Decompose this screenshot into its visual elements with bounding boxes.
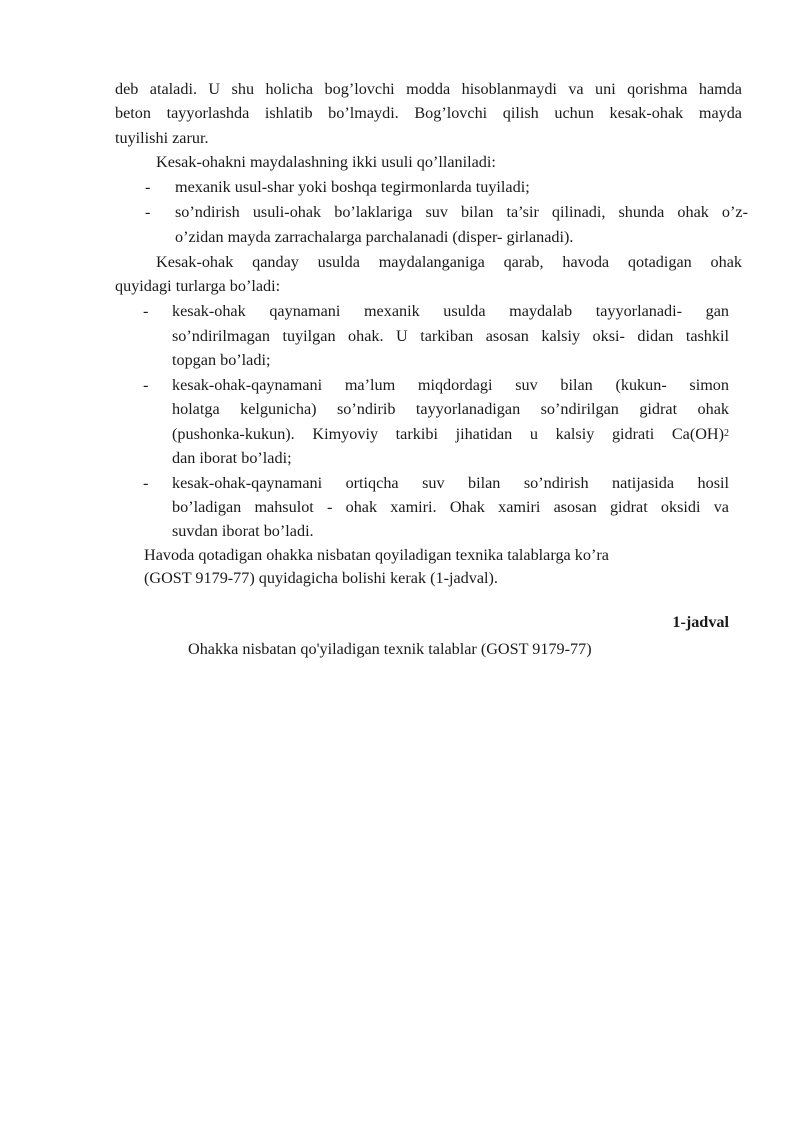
list-bullet: - bbox=[145, 178, 151, 196]
list-item-line: dan iborat bo’ladi; bbox=[172, 449, 292, 467]
list-item-line: mexanik usul-shar yoki boshqa tegirmonlarda tuyiladi; bbox=[175, 178, 530, 196]
list-item-line: (pushonka-kukun). Kimyoviy tarkibi jihatidan u kalsiy gidrati Ca(OH) bbox=[172, 425, 724, 443]
paragraph-line: (GOST 9179-77) quyidagicha bolishi kerak (1-jadval). bbox=[144, 569, 498, 587]
list-item-line: suvdan iborat bo’ladi. bbox=[172, 522, 314, 540]
paragraph-line: quyidagi turlarga bo’ladi: bbox=[115, 277, 281, 295]
table-label: 1-jadval bbox=[672, 613, 729, 631]
list-bullet: - bbox=[143, 376, 149, 394]
list-item-line: topgan bo’ladi; bbox=[172, 351, 271, 369]
list-item-line: kesak-ohak-qaynamani ortiqcha suv bilan so’ndirish natijasida hosil bbox=[172, 474, 729, 492]
list-item-line: bo’ladigan mahsulot - ohak xamiri. Ohak xamiri asosan gidrat oksidi va bbox=[172, 498, 729, 516]
list-item-line: o’zidan mayda zarrachalarga parchalanadi (disper- girlanadi). bbox=[175, 228, 574, 246]
list-item-line: kesak-ohak-qaynamani ma’lum miqdordagi suv bilan (kukun- simon bbox=[172, 376, 729, 394]
list-bullet: - bbox=[145, 203, 151, 221]
table-caption: Ohakka nisbatan qo'yiladigan texnik talablar (GOST 9179-77) bbox=[188, 640, 592, 658]
list-item-line: so’ndirish usuli-ohak bo’laklariga suv bilan ta’sir qilinadi, shunda ohak o’z- bbox=[175, 203, 748, 221]
list-item-line: so’ndirilmagan tuyilgan ohak. U tarkiban asosan kalsiy oksi- didan tashkil bbox=[172, 327, 729, 345]
paragraph-line: beton tayyorlashda ishlatib bo’lmaydi. Bog’lovchi qilish uchun kesak-ohak mayda bbox=[115, 104, 742, 122]
paragraph-line: Kesak-ohakni maydalashning ikki usuli qo’llaniladi: bbox=[156, 153, 496, 171]
list-item-line: kesak-ohak qaynamani mexanik usulda maydalab tayyorlanadi- gan bbox=[172, 302, 729, 320]
list-bullet: - bbox=[143, 302, 149, 320]
paragraph-line: Havoda qotadigan ohakka nisbatan qoyiladigan texnika talablarga ko’ra bbox=[144, 546, 609, 564]
paragraph-line: tuyilishi zarur. bbox=[115, 129, 209, 147]
paragraph-line: Kesak-ohak qanday usulda maydalanganiga qarab, havoda qotadigan ohak bbox=[156, 253, 742, 271]
paragraph-line: deb ataladi. U shu holicha bog’lovchi modda hisoblanmaydi va uni qorishma hamda bbox=[115, 80, 742, 98]
formula-subscript: 2 bbox=[724, 428, 729, 439]
list-item-line: holatga kelgunicha) so’ndirib tayyorlanadigan so’ndirilgan gidrat ohak bbox=[172, 400, 729, 418]
list-bullet: - bbox=[143, 474, 149, 492]
list-item-line-wrapper bbox=[172, 424, 729, 444]
